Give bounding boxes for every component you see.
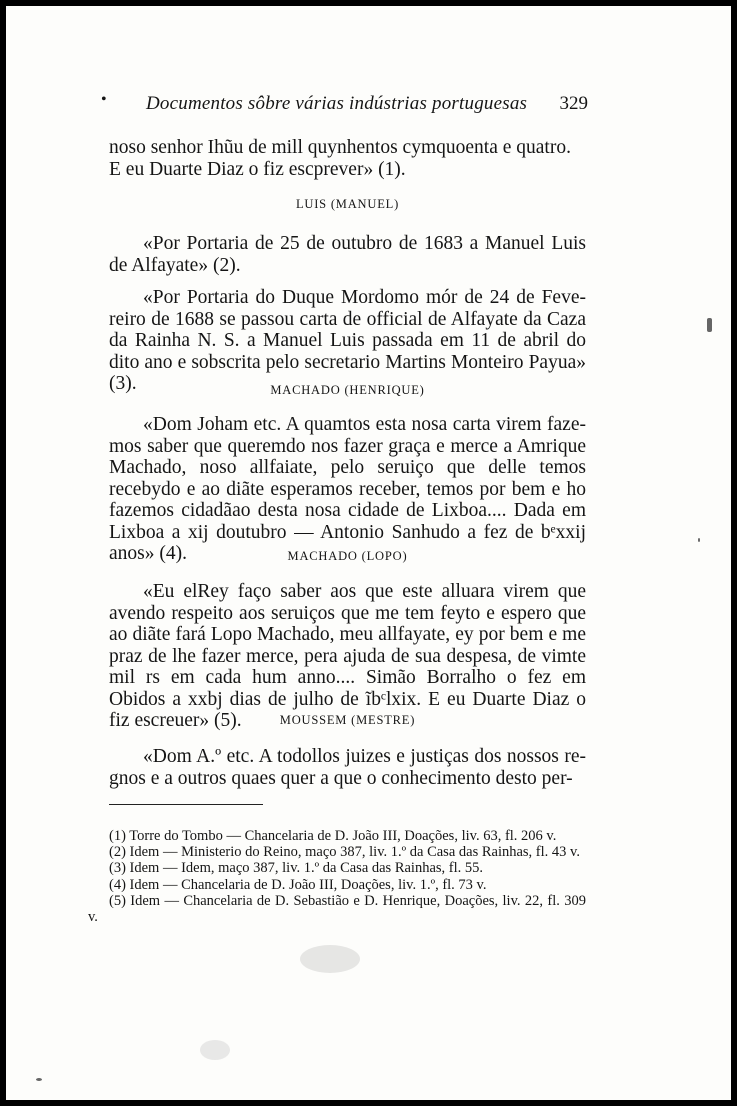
continuation-line-2: E eu Duarte Diaz o fiz escprever» (1). [109, 158, 406, 180]
header-mark: • [101, 91, 107, 108]
scan-smudge [200, 1040, 230, 1060]
section-body-machado-henrique [109, 414, 586, 565]
paragraph: «Dom A.º etc. A todollos juizes e justiças dos nossos regnos e a outros quaes quer a que o conhecimento desto per- [109, 746, 586, 789]
section-body-moussem [109, 746, 586, 789]
footnote-2: (2) Idem — Ministerio do Reino, maço 387, liv. 1.º da Casa das Rainhas, fl. 43 v. [109, 844, 580, 861]
section-heading-moussem: MOUSSEM (MESTRE) [279, 713, 416, 727]
footnote-4: (4) Idem — Chancelaria de D. João III, Doações, liv. 1.º, fl. 73 v. [109, 876, 487, 893]
section-heading-luis: LUIS (MANUEL) [295, 197, 400, 211]
scan-speck [36, 1078, 42, 1081]
scan-speck [698, 538, 700, 542]
section-heading-machado-henrique: MACHADO (HENRIQUE) [270, 383, 425, 397]
section-heading-machado-lopo: MACHADO (LOPO) [287, 549, 408, 563]
scan-smudge [300, 945, 360, 973]
paragraph: «Dom Joham etc. A quamtos esta nosa carta virem fazemos saber que queremdo nos fazer graça e merce a Amrique Machado, noso allfaiate, pelo seruiço que delle temos recebydo e ao diãte esperamos receber, temos por bem e ho fazemos cidadãao desta nosa cidade de Lixboa.... Dada em Lixboa a xij doutubro — Antonio Sanhudo a fez de bᵉxxij anos» (4). [109, 414, 586, 564]
continuation-line-1: noso senhor Ihũu de mill quynhentos cymquoenta e quatro. [109, 137, 571, 158]
continuation-text [109, 137, 586, 180]
footnote-rule [109, 804, 263, 805]
running-header [101, 91, 588, 123]
page-number: 329 [559, 93, 588, 114]
section-body-luis-2 [109, 287, 586, 395]
footnote-3: (3) Idem — Idem, maço 387, liv. 1.º da Casa das Rainhas, fl. 55. [109, 860, 484, 877]
scan-speck [707, 318, 712, 332]
paragraph: «Por Portaria do Duque Mordomo mór de 24 de Fevereiro de 1688 se passou carta de official de Alfayate da Caza da Rainha N. S. a Manuel Luis passada em 11 de abril do dito ano e sobscrita pelo secretario Martins Monteiro Payua» (3). [109, 287, 586, 394]
running-title: Documentos sôbre várias indústrias portuguesas [146, 93, 528, 114]
paragraph: «Eu elRey faço saber aos que este alluara virem que avendo respeito aos seruiços que me tem feyto e espero que ao diãte fará Lopo Machado, meu allfayate, ey por bem e me praz de lhe fazer merce, pera ajuda de sua despesa, de vimte mil rs em cada hum anno.... Simão Borralho o fez em Obidos a xxbj dias de julho de ĩbᶜlxix. E eu Duarte Diaz o fiz escreuer» (5). [109, 581, 586, 731]
section-body-luis [109, 233, 586, 276]
paragraph: «Por Portaria de 25 de outubro de 1683 a Manuel Luis de Alfayate» (2). [109, 233, 586, 276]
footnote-1: (1) Torre do Tombo — Chancelaria de D. João III, Doações, liv. 63, fl. 206 v. [109, 828, 557, 844]
footnote-5: (5) Idem — Chancelaria de D. Sebastião e D. Henrique, Doações, liv. 22, fl. 309 v. [88, 892, 586, 926]
footnotes [88, 828, 586, 925]
section-body-machado-lopo [109, 581, 586, 732]
